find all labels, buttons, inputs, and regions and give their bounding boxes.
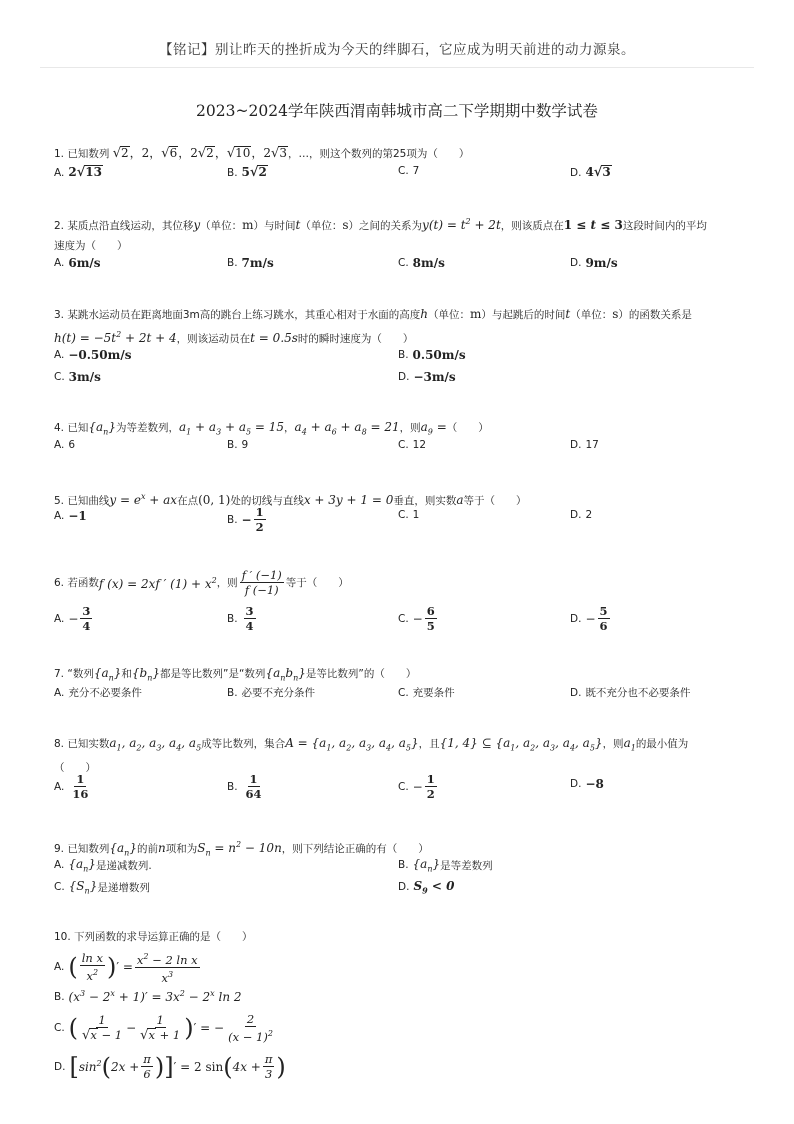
question-3: 3. 某跳水运动员在距离地面3m高的跳台上练习跳水，其重心相对于水面的高度h（单位：m）与起跳后的时间t（单位：s）的函数关系是 $h(t) = -5t^2 + 2t + 4$，则该运动员在t = 0.5s时的瞬时速度为（ ） [54, 307, 692, 345]
q3-option-b[interactable]: B. 0.50m/s [398, 348, 466, 362]
q4-option-b[interactable]: B. 9 [227, 439, 249, 451]
q5-option-a[interactable]: A. −1 [54, 509, 87, 523]
q5-option-c[interactable]: C. 1 [398, 509, 420, 521]
question-10: 10. 下列函数的求导运算正确的是（ ） [54, 931, 253, 943]
question-9: 9. 已知数列$\{a_n\}$的前n项和为$S_n = n^2 - 10n$，则下列结论正确的有（ ） [54, 840, 429, 858]
page-title: 2023~2024学年陕西渭南韩城市高二下学期期中数学试卷 [196, 102, 598, 120]
question-8: 8. 已知实数$a_1$, $a_2$, $a_3$, $a_4$, $a_5$成等比数列，集合$A = \{a_1$, $a_2$, $a_3$, $a_4$, $a_5$}，且{1, 4} ⊆ {$a_1$, $a_2$, $a_3$, $a_4$, $a_5$}，则$a_1$的最小值为 （ ） [54, 736, 689, 775]
q5-option-b[interactable]: B. − $\frac{1}{2}$ [227, 505, 264, 534]
q6-option-b[interactable]: B. $\frac{3}{4}$ [227, 604, 254, 633]
q8-option-d[interactable]: D. −8 [570, 777, 604, 791]
q3-option-a[interactable]: A. −0.50m/s [54, 348, 132, 362]
q9-option-d[interactable]: D. $S_9 < 0$ [398, 879, 455, 896]
q9-option-b[interactable]: B. $\{a_n\}$ 是等差数列 [398, 857, 493, 874]
q10-option-b[interactable]: B. $(x^3 - 2^x + 1)' = 3x^2 - 2^x$ ln 2 [54, 989, 242, 1004]
q7-option-d[interactable]: D. 既不充分也不必要条件 [570, 686, 691, 699]
motto-banner: 【铭记】别让昨天的挫折成为今天的绊脚石，它应成为明天前进的动力源泉。 [159, 42, 635, 58]
q4-option-d[interactable]: D. 17 [570, 439, 599, 451]
q8-option-a[interactable]: A. $\frac{1}{16}$ [54, 772, 89, 801]
q1-option-b[interactable]: B. 5√2 [227, 165, 267, 180]
question-4: 4. 已知$\{a_n\}$为等差数列，$a_1 + a_3 + a_5 = 15$，$a_4 + a_6 + a_8 = 21$，则$a_9$ =（ ） [54, 420, 489, 437]
question-2: 2. 某质点沿直线运动，其位移y（单位：m）与时间t（单位：s）之间的关系为$y(t) = t^2 + 2t$，则该质点在1 ≤ t ≤ 3这段时间内的平均 速度为（ ） [54, 217, 707, 252]
q2-option-c[interactable]: C. 8m/s [398, 256, 445, 270]
q6-option-d[interactable]: D. − $\frac{5}{6}$ [570, 604, 608, 633]
q7-option-b[interactable]: B. 必要不充分条件 [227, 686, 316, 699]
q3-option-c[interactable]: C. 3m/s [54, 370, 101, 384]
q6-option-c[interactable]: C. − $\frac{6}{5}$ [398, 604, 435, 633]
q5-option-d[interactable]: D. 2 [570, 509, 593, 521]
q1-option-d[interactable]: D. 4√3 [570, 165, 611, 180]
q7-option-a[interactable]: A. 充分不必要条件 [54, 686, 142, 699]
q4-option-a[interactable]: A. 6 [54, 439, 76, 451]
q10-option-c[interactable]: C. ( $\frac{1}{√x - 1}$ − $\frac{1}{√x + 1}$ ) ′ = − $\frac{2}{(x - 1)^2}$ [54, 1012, 273, 1044]
q2-option-a[interactable]: A. 6m/s [54, 256, 101, 270]
q8-option-c[interactable]: C. − $\frac{1}{2}$ [398, 772, 435, 801]
q4-option-c[interactable]: C. 12 [398, 439, 427, 451]
question-5: 5. 已知曲线$y = e^x$ + ax在点(0, 1)处的切线与直线x + 3y + 1 = 0垂直，则实数a等于（ ） [54, 492, 527, 507]
question-6: 6. 若函数 f (x) = 2xf ′ $(1) + x^2$ ，则 $\frac{f ' (-1)}{f (-1)}$ 等于（ ） [54, 568, 349, 597]
q10-option-d[interactable]: D. [ $\sin^2$ ( 2x + $\frac{\pi}{6}$ ) ] ′ = 2 sin ( 4x + $\frac{\pi}{3}$ ) [54, 1052, 286, 1081]
q6-option-a[interactable]: A. − $\frac{3}{4}$ [54, 604, 91, 633]
question-1: 1. 已知数列 √2，2，√6，2√2，√10，2√3，…，则这个数列的第25项为（ ） [54, 146, 470, 161]
q9-option-c[interactable]: C. $\{S_n\}$ 是递增数列 [54, 879, 150, 896]
q1-option-a[interactable]: A. 2√13 [54, 165, 102, 180]
header-divider [40, 67, 754, 68]
q2-option-b[interactable]: B. 7m/s [227, 256, 274, 270]
q9-option-a[interactable]: A. $\{a_n\}$ 是递减数列. [54, 857, 152, 874]
question-7: 7. “数列$\{a_n\}$和$\{b_n\}$都是等比数列”是“数列$\{a_nb_n\}$是等比数列”的（ ） [54, 666, 417, 683]
q10-option-a[interactable]: A. ( $\frac{\text{ln x}}{x^2}$ ) ′ = $\frac{x^2 - 2 \ln x}{x^3}$ [54, 951, 198, 985]
q8-option-b[interactable]: B. $\frac{1}{64}$ [227, 772, 262, 801]
q7-option-c[interactable]: C. 充要条件 [398, 686, 455, 699]
q3-option-d[interactable]: D. −3m/s [398, 370, 456, 384]
q1-option-c[interactable]: C. 7 [398, 165, 420, 177]
q2-option-d[interactable]: D. 9m/s [570, 256, 618, 270]
